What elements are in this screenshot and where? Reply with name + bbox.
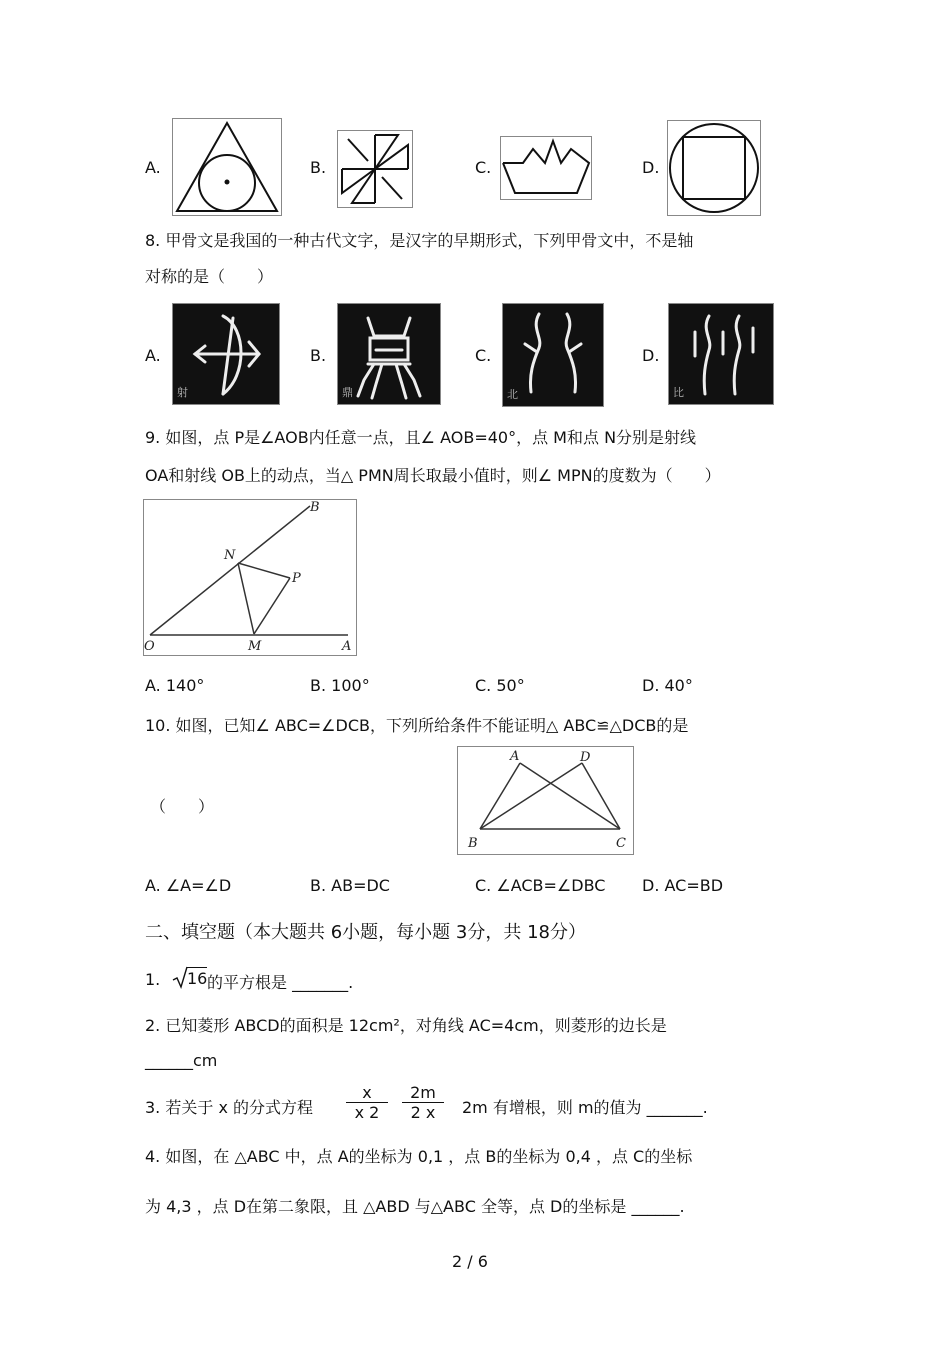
- fill-q4-line2: 为 4,3 ，点 D在第二象限，且 △ABD 与△ABC 全等，点 D的坐标是 ______.: [145, 1197, 685, 1216]
- fraction-numerator: 2m: [410, 1083, 436, 1102]
- label-d: D: [580, 750, 591, 765]
- q7-option-d-label: D.: [642, 158, 660, 177]
- angle-aob-figure: [143, 499, 357, 656]
- label-b: B: [468, 836, 478, 851]
- q7-option-c-label: C.: [475, 158, 492, 177]
- fraction-denominator: x 2: [346, 1102, 388, 1122]
- label-b: B: [310, 500, 320, 515]
- fill-q2-line1: 2. 已知菱形 ABCD的面积是 12cm²，对角线 AC=4cm，则菱形的边长是: [145, 1016, 667, 1035]
- q9-option-c: C. 50°: [475, 676, 525, 695]
- q8-option-d-label: D.: [642, 346, 660, 365]
- triangle-incircle-icon: [172, 118, 282, 216]
- radicand: 16: [187, 969, 208, 988]
- q7-option-a-label: A.: [145, 158, 161, 177]
- fill-q3-prefix: 3. 若关于 x 的分式方程: [145, 1098, 313, 1117]
- fraction-x-over-x-minus-2: [346, 1083, 388, 1122]
- fill-q1-text: 的平方根是 _______.: [207, 973, 354, 992]
- q8-option-c-label: C.: [475, 346, 492, 365]
- oracle-char-caption: 射: [177, 386, 188, 399]
- q10-option-c: C. ∠ACB=∠DBC: [475, 876, 606, 895]
- q9-stem-line1: 9. 如图，点 P是∠AOB内任意一点，且∠ AOB=40°，点 M和点 N分别是射线: [145, 428, 697, 447]
- q9-stem-line2: OA和射线 OB上的动点，当△ PMN周长取最小值时，则∠ MPN的度数为（ ）: [145, 466, 721, 485]
- label-m: M: [248, 639, 262, 654]
- fraction-numerator: x: [362, 1083, 372, 1102]
- oracle-bone-ding-icon: [337, 303, 441, 405]
- q9-option-a: A. 140°: [145, 676, 205, 695]
- q10-option-b: B. AB=DC: [310, 876, 390, 895]
- triangles-abc-dcb-figure: [457, 746, 634, 855]
- q10-answer-paren: （ ）: [150, 797, 215, 816]
- fill-q2-line2: ______cm: [145, 1051, 218, 1070]
- label-a: A: [342, 639, 352, 654]
- label-p: P: [292, 571, 301, 586]
- q9-option-b: B. 100°: [310, 676, 370, 695]
- q10-stem-line1: 10. 如图，已知∠ ABC=∠DCB，下列所给条件不能证明△ ABC≌△DCB的是: [145, 716, 689, 735]
- section-heading: 二、填空题（本大题共 6小题，每小题 3分，共 18分）: [145, 922, 586, 943]
- q8-option-a-label: A.: [145, 346, 161, 365]
- fill-q4-line1: 4. 如图，在 △ABC 中，点 A的坐标为 0,1 ，点 B的坐标为 0,4 ，点 C的坐标: [145, 1147, 693, 1166]
- oracle-bone-she-icon: [172, 303, 280, 405]
- label-a: A: [510, 749, 520, 764]
- q9-option-d: D. 40°: [642, 676, 693, 695]
- label-o: O: [144, 639, 155, 654]
- paper-boat-icon: [500, 136, 592, 200]
- oracle-bone-bi-icon: [668, 303, 774, 405]
- fraction-2m-over-2-minus-x: [402, 1083, 444, 1122]
- page-number: 2 / 6: [452, 1252, 488, 1271]
- fill-q3-suffix: 2m 有增根，则 m的值为 _______.: [462, 1098, 708, 1117]
- fill-q1-number: 1.: [145, 970, 161, 989]
- pinwheel-icon: [337, 130, 413, 208]
- oracle-char-caption: 北: [507, 388, 518, 401]
- fraction-denominator: 2 x: [402, 1102, 444, 1122]
- label-n: N: [224, 548, 236, 563]
- square-in-circle-icon: [667, 120, 761, 216]
- oracle-char-caption: 比: [673, 386, 684, 399]
- q10-option-d: D. AC=BD: [642, 876, 724, 895]
- q7-option-b-label: B.: [310, 158, 327, 177]
- label-c: C: [616, 836, 626, 851]
- oracle-bone-bei-icon: [502, 303, 604, 407]
- q8-stem-line1: 8. 甲骨文是我国的一种古代文字，是汉字的早期形式，下列甲骨文中，不是轴: [145, 231, 694, 250]
- q8-option-b-label: B.: [310, 346, 327, 365]
- q8-stem-line2: 对称的是（ ）: [145, 267, 274, 286]
- oracle-char-caption: 鼎: [342, 386, 353, 399]
- q10-option-a: A. ∠A=∠D: [145, 876, 232, 895]
